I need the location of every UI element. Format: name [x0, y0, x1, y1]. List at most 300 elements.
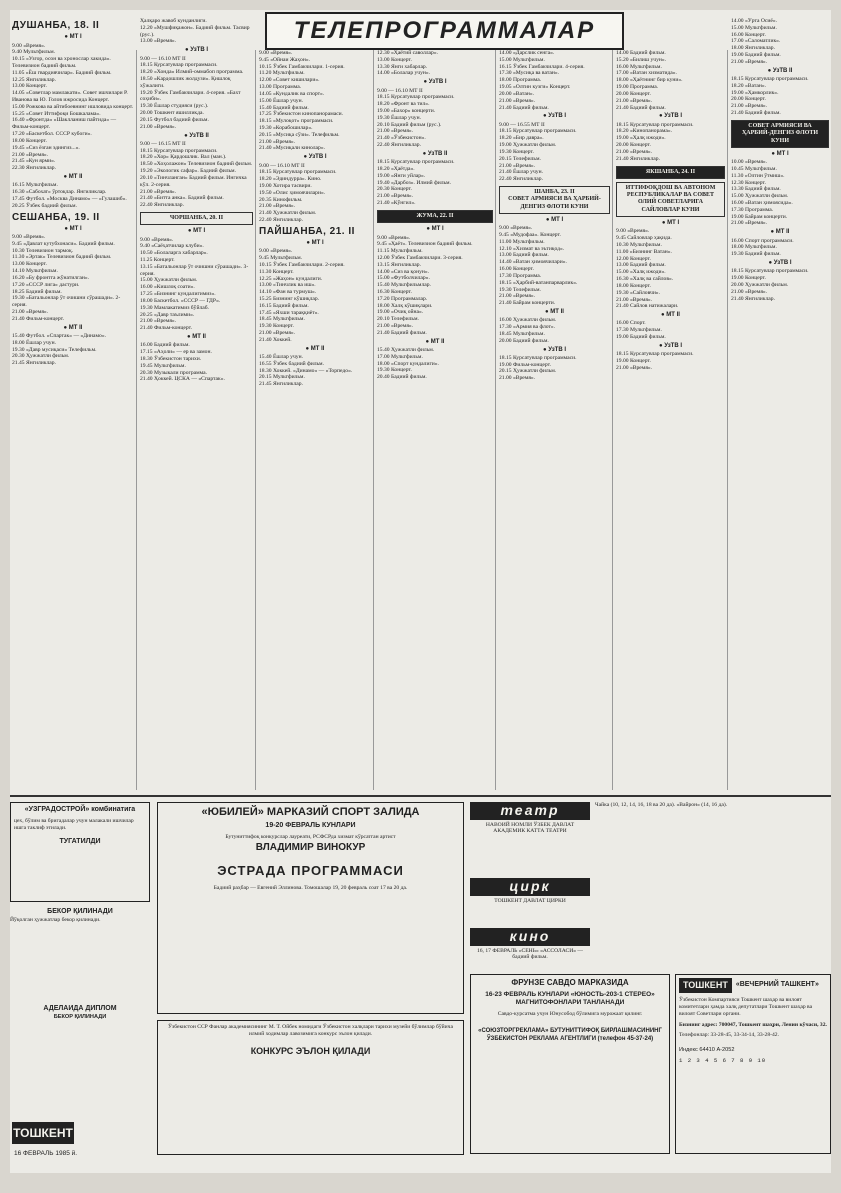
program-entry: 16.00 Ҳужжатли фильм. — [499, 317, 557, 324]
program-entry: 21.00 «Время». — [731, 58, 768, 65]
program-entry: 9.00 «Время». — [499, 225, 533, 232]
program-entry: 21.00 «Время». — [140, 123, 177, 130]
ad-contest-title: КОНКУРС ЭЪЛОН ҚИЛАДИ — [250, 1045, 371, 1056]
program-entry: 16.15 Бадиий фильм. — [259, 302, 309, 309]
program-entry: 21.00 «Время». — [731, 288, 768, 295]
program-entry: 15.00 Мультфильм. — [499, 56, 545, 63]
program-entry: 19.00 Ҳужжатли фильм. — [499, 142, 557, 149]
program-entry: 19.00 «Бахор» концерти. — [377, 108, 436, 114]
day-heading-box: СОВЕТ АРМИЯСИ ВА ҲАРБИЙ-ДЕНГИЗ ФЛОТИ КУНИ — [731, 120, 829, 148]
program-entry: 11.25 Концерт. — [140, 257, 175, 263]
program-entry: 20.15 Футбол бадиий фильм. — [140, 116, 209, 123]
program-entry: 13.00 Концерт. — [12, 261, 47, 268]
program-entry: 18.20 «Ҳаётда». — [377, 166, 415, 172]
circus-heading: цирк — [470, 878, 590, 896]
ad-sport-line: Бутуниттифоқ конкурслар лауреати, РСФСРда хизмат кўрсатган артист — [225, 833, 396, 840]
program-entry: 21.40 «Битта анка». Бадиий фильм. — [140, 195, 224, 202]
program-entry: 21.00 «Время». — [140, 318, 177, 325]
publisher-info — [675, 974, 831, 1154]
program-entry: 14.00 «Дарслик сенга». — [499, 50, 555, 56]
masthead — [265, 12, 624, 50]
program-entry: 12.30 Концерт. — [731, 179, 766, 186]
program-entry: 15.40 Мультфильмлар. — [377, 282, 431, 289]
program-entry: 21.00 «Время». — [499, 162, 536, 169]
program-entry: 9.00 — 16.10 МТ II — [140, 55, 186, 62]
program-entry: 12.00 «Совет кишилари». — [259, 77, 320, 84]
program-entry: 14.05 «Советлар мамлакати». Совет ишчилари Р. Иванова ва Ю. Голов ижросида Концерт. — [12, 90, 128, 103]
program-entry: 14.40 «Ватан ҳимоячилари». — [499, 259, 567, 266]
program-entry: 21.40 Сайлов натижалари. — [616, 303, 679, 310]
program-entry: 21.40 Бадиий фильм. — [616, 104, 666, 111]
program-entry: 9.00 «Время». — [12, 42, 46, 49]
program-entry: 21.00 «Время». — [731, 220, 768, 227]
program-entry: 21.00 «Время». — [12, 308, 49, 315]
program-entry: 10.45 Мультфильм. — [731, 165, 777, 172]
program-entry: 20.15 Ҳужжатли фильм. — [499, 368, 557, 375]
program-entry: 18.50 «Кардошлик жолдузи». Қишлоқ хўжалиги. — [140, 76, 231, 89]
program-entry: 17.30 Программа. — [499, 272, 542, 279]
program-entry: 21.00 «Время». — [616, 296, 653, 303]
ad-sport-name: ВЛАДИМИР ВИНОКУР — [255, 842, 366, 854]
channel-heading: ● МТ II — [187, 333, 206, 340]
program-entry: 13.00 Концерт. — [12, 83, 47, 90]
ad-subtitle: ТУГАТИЛДИ — [59, 837, 101, 845]
program-entry: 19.30 Мамлакатимиз бўйлаб. — [140, 304, 209, 311]
program-entry: 21.00 «Время». — [731, 103, 768, 110]
program-entry: 21.40 Ҳужжатли фильм. — [259, 210, 317, 217]
program-entry: 21.00 «Время». — [499, 293, 536, 300]
program-entry: 20.15 Мультфильм. — [259, 374, 305, 381]
program-entry: 16.55 Ўзбек бадиий фильм. — [259, 360, 324, 367]
program-entry: 16.40 «Фронтда» «Шаклланиш пайтида» — Фильм-концерт. — [12, 117, 117, 131]
program-entry: 9.45 Мультфильм. — [259, 255, 303, 262]
program-entry: 16.20 «Бу фронтга жўнатилган». — [12, 274, 90, 281]
program-entry: 17.45 «Яхши тараққиёт». — [259, 309, 319, 316]
publisher-logo: ТОШКЕНТ — [679, 978, 732, 993]
program-entry: 20.30 Концерт. — [377, 186, 412, 193]
circus-text: ТОШКЕНТ ДАВЛАТ ЦИРКИ — [494, 897, 566, 904]
channel-heading: ● МТ II — [305, 345, 325, 352]
program-entry: 18.15 Курсатувлар программаси. — [616, 351, 694, 358]
day-heading-box: ЯКШАНБА, 24. II — [616, 166, 725, 179]
program-entry: 10.15 Ўзбек Гамбакчилари. 1-серия. — [259, 63, 345, 70]
program-entry: 17.20 «Баскетбол. СССР кубоги». — [12, 131, 92, 138]
program-entry: 17.25 Ўзбекистон кинопанорамаси. — [259, 111, 344, 118]
program-entry: 21.00 «Время». — [377, 323, 414, 330]
program-entry: 14.00 «Ўрта Осиё». — [731, 18, 778, 24]
program-entry: 18.00 Янгиликлар. — [731, 45, 775, 52]
program-entry: 19.00 «Ҳалқ ижоди». — [616, 135, 666, 142]
ad-block-cancel — [10, 908, 150, 998]
program-entry: 13.00 Концерт. — [377, 56, 412, 63]
program-entry: 16.00 Мультфильм. — [616, 63, 662, 70]
ad-sport-date: 19-20 ФЕВРАЛЬ КУНЛАРИ — [265, 821, 356, 829]
program-entry: 21.40 Янгиликлар. — [731, 295, 775, 302]
program-entry: 10.50 «Болаларга хабарлар». — [140, 250, 208, 257]
program-entry: 19.00 Бадиий фильм. — [731, 52, 781, 59]
kino-text: 16, 17 ФЕВРАЛЬ «СЕНЬ» «АССОЛАСИ» — бадиий фильм. — [476, 947, 584, 961]
channel-heading: ● МТ I — [426, 226, 444, 233]
program-column-3 — [257, 50, 373, 792]
program-entry: 15.25 Бизнинг кўшиқлар. — [259, 296, 320, 302]
channel-heading: ● УзТВ I — [768, 260, 792, 266]
program-entry: 20.35 Кинофильм. — [259, 196, 303, 203]
program-entry: 9.00 «Время». — [259, 248, 293, 255]
program-entry: 17.30 «Мусиқа ва ватан». — [499, 70, 560, 77]
program-entry: 18.15 Курсатувлар программаси. — [140, 62, 218, 69]
cinema-listings — [595, 802, 831, 968]
program-entry: 13.00 Программа. — [259, 84, 302, 91]
channel-heading: ● МТ II — [425, 338, 445, 345]
program-entry: 15.00 Ҳужжатли фильм. — [140, 277, 198, 284]
program-entry: 19.30 Концерт. — [377, 367, 412, 374]
program-entry: 21.40 Байрам концерти. — [499, 300, 556, 307]
program-entry: 19.00 Бадиий фильм. — [616, 334, 666, 341]
program-entry: 18.15 Курсатувлар программаси. — [731, 76, 809, 82]
program-entry: 19.00 «Очиқ ойна». — [377, 309, 424, 316]
program-entry: 16.30 «Халқ ва сайлов». — [616, 276, 674, 283]
day-heading-box: ЧОРШАНБА, 20. II — [140, 212, 253, 225]
program-entry: 21.40 «Мусиқали кинолар». — [259, 145, 326, 152]
program-entry: 17.30 «Армия ва флот». — [499, 324, 556, 331]
program-entry: 21.00 «Время». — [259, 330, 296, 337]
program-entry: 9.45 «Ҳаёт». Телевизион бадиий фильм. — [377, 241, 473, 248]
program-entry: 19.30 Ёшлар учун. — [377, 114, 421, 121]
program-entry: 15.40 Бадиий фильм. — [259, 104, 309, 111]
program-entry: 18.00 Концерт. — [12, 137, 47, 144]
program-entry: 9.45 Сайловлар ҳақида. — [616, 235, 672, 242]
channel-heading: ● МТ II — [63, 324, 83, 331]
program-entry: 21.00 «Время». — [499, 375, 536, 382]
program-entry: 15.00 Ҳужжатли фильм. — [731, 193, 789, 200]
ad-text: цех, бўлим ва бригадалар учун малакали ишчилар ишга таклиф этилади. — [14, 817, 134, 831]
program-entry: 18.15 Курсатувлар программаси. — [377, 94, 455, 101]
program-entry: 22.40 Янгиликлар. — [259, 217, 303, 223]
program-entry: 20.00 «Ватан». — [499, 90, 535, 97]
program-entry: 18.15 Курсатувлар программаси. — [140, 147, 218, 154]
program-entry: 16.00 Спорт программаси. — [731, 237, 794, 244]
program-entry: 21.40 Бадиий фильм. — [499, 104, 549, 111]
program-entry: 9.40 Мультфильм. — [12, 49, 56, 56]
section-divider — [10, 795, 831, 797]
program-entry: 21.00 «Время». — [499, 97, 536, 104]
program-entry: 17.15 «Аҳоли» — ер ва замон. — [140, 349, 212, 356]
program-entry: 9.45 «Ойнаи Жаҳон». — [259, 56, 311, 63]
program-entry: 18.15 Курсатувлар программаси. — [499, 128, 577, 135]
program-entry: 13.30 Бадиий фильм. — [731, 186, 781, 193]
program-entry: 10.15 Ўзбек Гамбакчилари. 2-серия. — [259, 261, 345, 268]
column-rule — [612, 50, 613, 790]
program-entry: 12.30 «Ҳаётий саволлар». — [377, 50, 439, 56]
program-entry: 9.00 «Время». — [259, 50, 293, 56]
program-entry: 18.00 Программа. — [499, 77, 542, 84]
program-entry: 19.00 Концерт. — [731, 275, 766, 282]
column-rule — [255, 50, 256, 790]
program-entry: 21.45 Янгиликлар. — [259, 381, 303, 388]
program-entry: 21.40 Ҳоккей. ЦСКА — «Спартак». — [140, 376, 225, 383]
program-entry: 9.00 «Время». — [616, 228, 650, 235]
program-column-4 — [375, 50, 495, 792]
program-entry: 20.00 Бадиий фильм. — [499, 337, 549, 344]
program-entry: 20.30 Музыкали программа. — [140, 369, 208, 376]
program-entry: 17.00 «Саломатлик». — [731, 38, 781, 45]
column-rule — [136, 50, 137, 790]
program-entry: 9.00 «Время». — [140, 236, 174, 243]
theatre-heading: театр — [470, 802, 590, 820]
column-rule — [727, 50, 728, 790]
ad-block-uzgradostroy — [10, 802, 150, 902]
program-entry: 19.45 «Сиз ёзган эдингиз...». — [12, 144, 80, 151]
program-entry: 20.15 Телефильм. — [499, 155, 541, 162]
program-entry: 10.00 «Время». — [731, 159, 768, 166]
program-entry: 13.00 «Тинчлик ва иш». — [259, 282, 316, 289]
program-entry: 14.00 Бадиий фильм. — [616, 50, 666, 56]
program-entry: 22.40 Янгиликлар. — [499, 176, 543, 183]
issue-date: 16 ФЕВРАЛЬ 1985 й. — [14, 1150, 78, 1157]
program-entry: 21.00 «Время». — [12, 151, 49, 158]
program-entry: 20.10 Бадиий фильм (рус.). — [377, 121, 442, 128]
program-entry: 20.00 Концерт. — [616, 142, 651, 149]
program-entry: 18.00 «Ҳаётнинг бир куни». — [616, 77, 683, 84]
program-entry: 19.45 Мультфильм. — [140, 362, 186, 369]
program-entry: 18.30 Хоккей. «Динамо» — «Торпедо». — [259, 367, 353, 374]
program-entry: 14.00 «Болалар учун». — [377, 70, 431, 77]
day-heading-box: ЖУМА, 22. II — [377, 210, 493, 223]
program-entry: 11.20 Мультфильм. — [259, 70, 305, 77]
program-entry: 16.30 «Сабохат» ўртоқлар. Янгиликлар. — [12, 189, 107, 196]
program-entry: 21.00 «Время». — [616, 364, 653, 371]
program-entry: 20.25 Ўзбек бадиий фильм. — [12, 202, 77, 209]
ad-title: БЕКОР ҚИЛИНАДИ — [47, 908, 113, 915]
program-entry: 9.45 «Мудофаа». Концерт. — [499, 232, 561, 238]
program-entry: 20.40 Бадиий фильм. — [377, 374, 427, 381]
program-entry: 20.25 «Давр таълими». — [140, 311, 195, 318]
day-heading: ДУШАНБА, 18. II — [12, 20, 100, 31]
channel-heading: ● УзТВ I — [658, 342, 683, 349]
program-entry: 18.15 Курсатувлар программаси. — [259, 169, 337, 176]
program-entry: 18.15 «Мулоқот» программаси. — [259, 118, 334, 125]
ad-text: БЕКОР ҚИЛИНАДИ — [53, 1013, 107, 1020]
channel-heading: ● МТ I — [64, 225, 82, 232]
program-entry: 19.30 Бадиий фильм. — [731, 251, 781, 258]
program-entry: 18.15 Курсатувлар программаси. — [377, 159, 455, 166]
program-column-7 — [729, 18, 831, 792]
program-entry: 11.30 «Олтин ўтмиш». — [731, 172, 785, 179]
program-entry: 9.00 «Время». — [377, 234, 411, 241]
program-entry: 16.00 «Кишлоқ соати». — [140, 284, 195, 291]
ad-trade-title: ФРУНЗЕ САВДО МАРКАЗИДА — [511, 978, 629, 987]
program-entry: 18.00 Концерт. — [616, 282, 651, 289]
program-entry: 11.30 «Эртак» Телевизион бадиий фильм. — [12, 254, 112, 261]
publisher-address: Бизнинг адрес: 700047, Тошкент шаҳри, Ленин кўчаси, 32. — [679, 1022, 827, 1029]
program-entry: 19.00 Хотира тасвири. — [259, 182, 312, 189]
program-entry: 17.20 «СССР лига» дастури. — [12, 281, 80, 288]
program-entry: 12.25 Янгиликлар. — [12, 76, 56, 83]
program-entry: 19.30 «Корабошилар». — [259, 124, 313, 131]
program-entry: 21.45 Янгиликлар. — [12, 360, 56, 367]
day-heading-box: ШАНБА, 23. II СОВЕТ АРМИЯСИ ВА ҲАРБИЙ-ДЕНГИЗ ФЛОТИ КУНИ — [499, 186, 610, 214]
program-entry: 11.00 «Бизнинг Ватан». — [616, 248, 672, 255]
program-entry: 20.00 Тошкент яшилликда. — [140, 110, 204, 117]
program-entry: 16.00 Спорт. — [616, 320, 646, 327]
program-entry: 18.00 Баскетбол. «СССР — ГДР». — [140, 297, 221, 304]
channel-heading: ● МТ II — [545, 308, 564, 315]
program-entry: 21.40 Фильм-концерт. — [12, 315, 64, 322]
ad-theatre — [470, 802, 590, 872]
program-entry: 18.25 Бадиий фильм. — [12, 288, 62, 295]
program-entry: 20.00 Концерт. — [731, 96, 766, 103]
program-entry: 9.40 «Саёҳатчилар клуби». — [140, 243, 204, 250]
program-entry: 19.00 «Янги уйлар». — [377, 172, 426, 179]
program-entry: 18.50 «Хоҳолажон» Телевизион бадиий фильм. — [140, 161, 253, 168]
program-entry: 9.45 «Давлат кутубхонаси». Бадиий фильм. — [12, 240, 115, 247]
channel-heading: ● МТ I — [64, 34, 82, 41]
program-entry: 18.15 Курсатувлар программаси. — [616, 121, 694, 128]
channel-heading: ● МТ II — [63, 173, 83, 180]
program-entry: 18.00 Халқ кўшиқлари. — [377, 302, 433, 309]
program-entry: 18.20 «Хонда» Илмий-оммабоп программа. — [140, 69, 244, 76]
program-entry: 15.20 «Билиш учун». — [616, 56, 667, 63]
program-entry: 18.30 Ўзбекистон тарихи. — [140, 355, 202, 362]
publisher-index: Индекс 64410 А-2052 — [679, 1047, 735, 1054]
channel-heading: ● МТ I — [545, 216, 564, 223]
program-entry: 21.00 «Время». — [377, 193, 414, 200]
program-entry: 15.25 «Совет Иттифоқи Бошкалама». — [12, 110, 101, 117]
ad-title: «УЗГРАДОСТРОЙ» комбинатига — [24, 806, 136, 813]
program-entry: 9.00 — 16.15 МТ II — [140, 140, 186, 147]
program-entry: 19.30 Ёшлар студияси (рус.). — [140, 103, 209, 110]
program-entry: 9.00 — 16.55 МТ II — [499, 121, 545, 128]
program-entry: 15.00 Мультфильм. — [731, 24, 777, 31]
program-entry: Ҳалқаро жавоб кунданлиги. — [140, 18, 207, 24]
program-entry: 19.30 Концерт. — [499, 148, 534, 155]
program-entry: 15.40 Футбол. «Спартак» — «Динамо». — [12, 332, 107, 339]
program-entry: 18.20 «Кинопанорама». — [616, 128, 673, 135]
program-entry: 15.00 «Халқ ижоди». — [616, 269, 666, 276]
program-entry: 15.40 Ёшлар учун. — [259, 354, 303, 360]
program-entry: 19.30 Телефильм. — [499, 286, 541, 293]
ad-block-diploma — [10, 1005, 150, 1105]
program-entry: 21.00 «Время». — [616, 148, 653, 155]
program-entry: 17.00 «Ватан хизматида». — [616, 70, 677, 77]
program-entry: 20.15 «Мусиқа сўзи». Телефильм. — [259, 131, 340, 138]
program-entry: 17.30 Программа. — [731, 206, 774, 213]
program-entry: 14.00 «Сиз ва қонун». — [377, 268, 430, 275]
day-heading: ПАЙШАНБА, 21. II — [259, 225, 355, 237]
newspaper-stamp: ТОШКЕНТ — [12, 1122, 74, 1144]
publisher-phones: Телефонлар: 33-28-45, 33-34-14, 33-28-42. — [679, 1032, 779, 1039]
program-entry: 21.00 «Время». — [616, 97, 653, 104]
column-rule — [373, 50, 374, 790]
ad-contest — [157, 1020, 464, 1155]
program-entry: 21.40 «Ўзбекистон». — [377, 135, 426, 142]
program-entry: 15.00 Рожкова ва айтибоевнинг ишловида концерт. — [12, 103, 134, 110]
channel-heading: ● МТ I — [771, 150, 789, 157]
program-entry: 21.40 Ёшлар учун. — [499, 169, 543, 176]
program-entry: 16.30 Концерт. — [377, 289, 412, 295]
program-entry: 16.00 Концерт. — [731, 31, 766, 38]
channel-heading: ● МТ I — [661, 220, 680, 227]
program-entry: 16.15 Ўзбек Гамбакчилари. 4-серия. — [499, 63, 585, 70]
program-entry: 18.15 Курсатувлар программаси. — [499, 354, 577, 361]
program-entry: 12.10 «Хизмат ва эътиқод». — [499, 245, 565, 252]
program-entry: 20.30 Ҳужжатли фильм. — [12, 353, 70, 360]
program-entry: 19.40 «Дарбоз». Илмий фильм. — [377, 179, 451, 186]
channel-heading: ● УзТВ I — [423, 79, 447, 86]
program-entry: 18.15 Курсатувлар программаси. — [731, 268, 809, 275]
program-entry: 22.40 Янгиликлар. — [377, 142, 421, 149]
program-entry: 21.40 «Кўнгил». — [377, 200, 416, 207]
program-entry: 21.40 Хоккей. — [259, 336, 292, 343]
ad-sport-hall — [157, 802, 464, 1014]
ad-sport-title: «ЮБИЛЕЙ» МАРКАЗИЙ СПОРТ ЗАЛИДА — [201, 806, 420, 818]
program-entry: 14.10 «Фан ва турмуш». — [259, 289, 317, 296]
program-entry: 15.40 Ҳужжатли фильм. — [377, 347, 435, 353]
ad-kino — [470, 928, 590, 968]
program-entry: 21.00 «Время». — [140, 188, 177, 195]
program-entry: 12.20 «Мушфиқажон». Бадиий фильм. Тасвир (рус.). — [140, 24, 250, 38]
program-entry: 22.40 Янгиликлар. — [140, 202, 184, 209]
program-entry: 16.00 «Ватан ҳимоясида». — [731, 200, 793, 206]
channel-heading: ● УзТВ I — [658, 113, 683, 120]
program-entry: 19.30 «Давр мусиқаси» Телефильм. — [12, 346, 97, 353]
column-rule — [495, 50, 496, 790]
channel-heading: ● УзТВ I — [542, 113, 567, 120]
channel-heading: ● УзТВ I — [184, 47, 209, 54]
program-entry: 19.30 «Сайловчи». — [616, 289, 661, 296]
program-entry: 19.00 Байрам концерти. — [731, 213, 788, 220]
program-column-2 — [138, 18, 255, 792]
program-entry: 20.10 «Тинчланган» Бадиий фильм. Ингичка кўл. 2-серия. — [140, 174, 247, 188]
program-entry: 17.20 Программалар. — [377, 295, 428, 302]
ad-trade-foot: «СОЮЗТОРГРЕКЛАМА» БУТУНИТТИФОҚ БИРЛАШМАСИНИНГ ЎЗБЕКИСТОН РЕКЛАМА АГЕНТЛИГИ (телефон 45-37-24) — [478, 1028, 662, 1042]
ad-trade-center — [470, 974, 670, 1154]
program-entry: 13.15 Янгиликлар. — [377, 261, 421, 268]
program-entry: 16.00 Бадиий фильм. — [140, 342, 190, 349]
program-entry: 19.00 Фильм-концерт. — [499, 361, 551, 368]
program-entry: 19.50 «Олис ҳимоячилари». — [259, 189, 326, 196]
ad-contest-body: Ўзбекистон ССР Фанлар академиясининг М. Т. Ойбек номидаги Ўзбекистон халқлари тарихи музейи бўлимлар бўйича илмий ходимлар лавозимига конкурс эълон қилади. — [168, 1024, 453, 1037]
program-entry: 19.00 «Ҳамкорлик». — [731, 89, 779, 96]
program-entry: 12.25 «Жаҳон» кундалиги. — [259, 275, 323, 282]
program-entry: 20.10 Телефильм. — [377, 316, 419, 323]
program-entry: 19.20 Ўзбек Гамбакчилари. 4-серия. «Бахт соҳиби». — [140, 89, 241, 103]
program-entry: 18.00 Ёшлар учун. — [12, 339, 56, 346]
publisher-numbers: 1 2 3 4 5 6 7 8 9 10 — [679, 1057, 767, 1065]
publisher-name: «ВЕЧЕРНИЙ ТАШКЕНТ» — [735, 981, 819, 989]
program-entry: 17.25 «Бизнинг кундалигимиз». — [140, 291, 216, 298]
cinema-text: Чайка (10, 12, 14, 16, 18 ва 20 да). «Вайрон» (14, 16 да). — [595, 802, 728, 808]
channel-heading: ● УзТВ II — [184, 132, 209, 139]
newspaper-page — [10, 10, 831, 1173]
program-entry: 21.00 «Время». — [259, 138, 296, 145]
ad-sport-body: Бадиий раҳбар — Евгений Эллинова. Томошалар 19, 20 февраль соат 17 ва 20 да. — [213, 885, 408, 892]
program-entry: 9.00 «Время». — [12, 234, 46, 240]
theatre-text: НАВОИЙ НОМЛИ ЎЗБЕК ДАВЛАТ АКАДЕМИК КАТТА ТЕАТРИ — [485, 821, 575, 835]
program-entry: 9.00 — 16.10 МТ II — [377, 87, 423, 94]
program-entry: 11.00 Мультфильм. — [499, 238, 545, 245]
program-entry: 9.00 — 16.10 МТ II — [259, 162, 305, 169]
ad-trade-sub: 16-23 ФЕВРАЛЬ КУНЛАРИ «ЮНОСТЬ-203-1 СТЕРЕО» МАГНИТОФОНЛАРИ ТАНЛАНАДИ — [485, 991, 655, 1007]
day-heading-box: ИТТИФОҚДОШ ВА АВТОНОМ РЕСПУБЛИКАЛАР ВА СОВЕТ ОЛИЙ СОВЕТЛАРИГА САЙЛОВЛАР КУНИ — [616, 182, 725, 217]
program-entry: 13.00 Бадиий фильм. — [616, 262, 666, 269]
program-entry: 18.20 «Хор» Қардошлик. Вал (ман.). — [140, 154, 227, 161]
channel-heading: ● УзТВ I — [542, 346, 567, 353]
program-entry: 21.40 Фильм-концерт. — [140, 325, 192, 332]
program-entry: 20.00 Ҳужжатли фильм. — [731, 281, 789, 288]
channel-heading: ● УзТВ II — [767, 67, 793, 74]
program-entry: 21.40 Бадиий фильм. — [731, 110, 781, 117]
